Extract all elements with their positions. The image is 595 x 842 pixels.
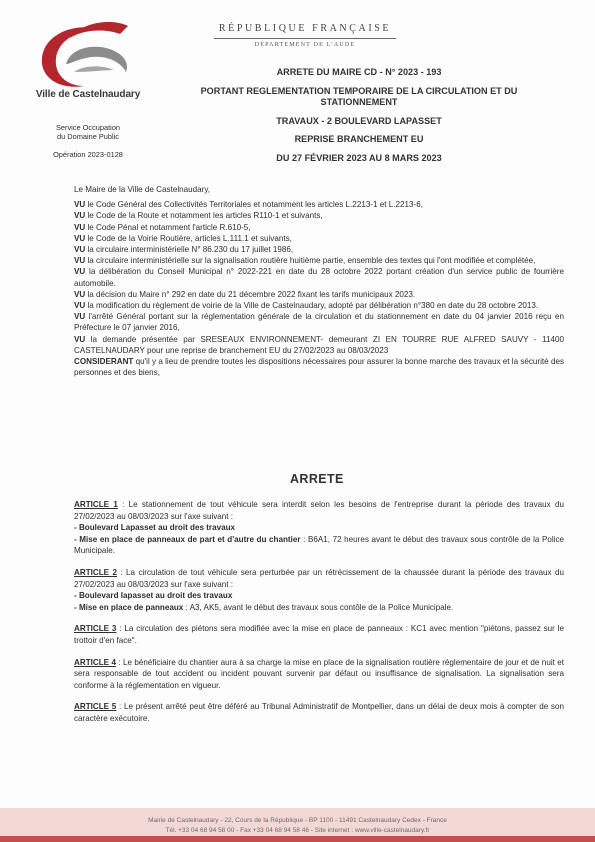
article-4: ARTICLE 4 : Le bénéficiaire du chantier aura à sa charge la mise en place de la signalisation routière réglementaire de jour et de nuit et sera responsable de tout accident ou incident pouvant survenir par défaut ou insuffisance de signalisation. La signalisation sera conforme à la réglementation en vigueur. — [74, 657, 564, 690]
visa-item: VU le Code de la Voirie Routière, articles L.111.1 et suivants, — [74, 233, 292, 243]
heading-divider — [214, 38, 396, 39]
service-line-2: du Domaine Public — [56, 132, 120, 142]
operation-number: Opération 2023-0128 — [53, 150, 123, 159]
article-1-heading: ARTICLE 1 — [74, 500, 118, 509]
footer-address: Mairie de Castelnaudary - 22, Cours de la République - BP 1100 - 11491 Castelnaudary Cedex - France — [148, 817, 447, 824]
article-2-bullet-2: - Mise en place de panneaux — [74, 602, 184, 612]
departement-heading: DÉPARTEMENT DE L'AUDE — [254, 42, 356, 48]
visa-item: VU le Code Pénal et notamment l'article R.610-5, — [74, 222, 251, 232]
visa-item: VU la circulaire interministérielle sur la signalisation routière huitième partie, ensemble des textes qui l'ont modifiée et complétée, — [74, 256, 536, 266]
footer-contact: Tél. +33 04 68 94 58 00 - Fax +33 04 68 94 58 46 - Site internet : www.ville-castelnaudary.fr — [165, 827, 430, 834]
service-label — [28, 123, 148, 142]
visa-item: VU le Code de la Route et notamment les articles R110-1 et suivants, — [74, 211, 323, 221]
article-2-heading: ARTICLE 2 — [74, 567, 117, 577]
visa-item: CONSIDERANT qu'il y a lieu de prendre toutes les dispositions nécessaires pour assurer la bonne marche des travaux et la sécurité des personnes et des biens, — [74, 357, 564, 378]
articles-section — [74, 499, 564, 735]
title-line-1: ARRETE DU MAIRE CD - N° 2023 - 193 — [276, 67, 442, 77]
visa-item: VU la délibération du Conseil Municipal n° 2022-221 en date du 28 octobre 2022 portant création d'un service public de fourrière automobile. — [74, 267, 564, 288]
visa-item: VU la décision du Maire n° 292 en date du 21 décembre 2022 fixant les tarifs municipaux 2023. — [74, 289, 416, 299]
title-line-2: PORTANT REGLEMENTATION TEMPORAIRE DE LA CIRCULATION ET DU — [200, 85, 518, 96]
article-3: ARTICLE 3 : La circulation des piétons sera modifiée avec la mise en place de panneaux : KC1 avec mention "piétons, passez sur le trottoir d'en face". — [74, 624, 564, 645]
service-line-1: Service Occupation — [55, 123, 121, 132]
title-line-3: STATIONNEMENT — [320, 97, 398, 108]
article-2-bullet-1: - Boulevard lapasset au droit des travaux — [74, 591, 233, 601]
article-5-heading: ARTICLE 5 — [74, 702, 117, 712]
article-4-heading: ARTICLE 4 — [74, 657, 116, 667]
arrete-heading: ARRETE — [290, 472, 344, 486]
footer-accent-bar — [0, 836, 595, 842]
visa-item: VU l'arrêté Général portant sur la réglementation générale de la circulation et du stationnement en date du 04 janvier 2016 reçu en Préfecture le 07 janvier 2016, — [74, 312, 564, 333]
logo-name: Ville de Castelnaudary — [35, 89, 141, 100]
article-1-bullet-2: - Mise en place de panneaux de part et d'autre du chantier — [74, 534, 301, 544]
title-line-5: REPRISE BRANCHEMENT EU — [294, 134, 424, 145]
visa-item: VU le Code Général des Collectivités Territoriales et notamment les articles L.2213-1 et L.2213-6, — [74, 200, 423, 210]
republique-heading: RÉPUBLIQUE FRANÇAISE — [218, 23, 392, 34]
article-2: ARTICLE 2 : La circulation de tout véhicule sera perturbée par un rétrécissement de la chaussée durant la période des travaux du 27/02/2023 au 08/03/2023 sur l'axe suivant : - Boulevard lapasset au droit des travaux - Mise en place de panneaux : A3, AK5, avant le début des travaux sous contôle de la Police Municipale. — [74, 567, 564, 612]
visa-item: VU la demande présentée par SRESEAUX ENVIRONNEMENT- demeurant ZI EN TOURRE RUE ALFRED SAUVY - 11400 CASTELNAUDARY pour une reprise de branchement EU du 27/02/2023 au 08/03/2023 — [74, 334, 564, 355]
title-line-6: DU 27 FÉVRIER 2023 AU 8 MARS 2023 — [276, 152, 442, 163]
decree-title — [160, 67, 558, 165]
visa-item: VU la circulaire interministérielle N° 86.230 du 17 juillet 1986, — [74, 245, 294, 255]
visas-section — [74, 184, 564, 378]
visa-item: VU la modification du règlement de voirie de la Ville de Castelnaudary, adopté par délibération n°380 en date du 28 octobre 2013. — [74, 301, 539, 311]
intro-text: Le Maire de la Ville de Castelnaudary, — [74, 185, 211, 194]
article-3-heading: ARTICLE 3 — [74, 624, 117, 634]
article-1-bullet-1: - Boulevard Lapasset au droit des travaux — [74, 523, 236, 533]
article-1: ARTICLE 1 : Le stationnement de tout véhicule sera interdit selon les besoins de l'entreprise durant la période des travaux du 27/02/2023 au 08/03/2023 sur l'axe suivant : - Boulevard Lapasset au droit des travaux - Mise en place de panneaux de part et d'autre du chantier : B6A1, 72 heures avant le début des travaux sous contrôle de la Police Municipale. — [74, 500, 564, 556]
article-5: ARTICLE 5 : Le présent arrêté peut être déféré au Tribunal Administratif de Montpellier, dans un délai de deux mois à compter de son caractère exécutoire. — [74, 702, 564, 723]
title-line-4: TRAVAUX - 2 BOULEVARD LAPASSET — [276, 115, 442, 126]
